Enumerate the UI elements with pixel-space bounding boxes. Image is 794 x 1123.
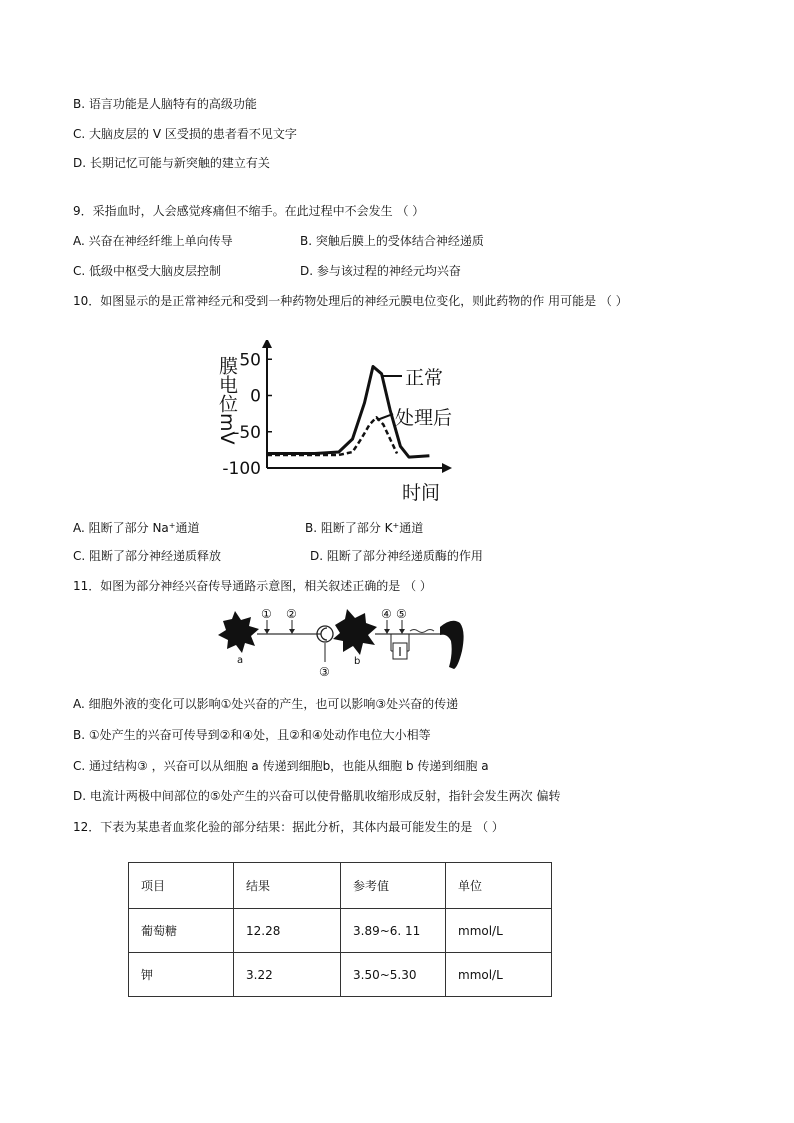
label-2: ② [286,607,297,621]
y-tick-label: -100 [222,459,261,479]
label-5: ⑤ [396,607,407,621]
q10-option-d: D. 阻断了部分神经递质酶的作用 [310,549,483,563]
q8-option-d: D. 长期记忆可能与新突触的建立有关 [73,156,270,170]
table-cell: 12.28 [234,909,341,953]
q10-option-c: C. 阻断了部分神经递质释放 [73,549,222,563]
table-header-cell: 结果 [234,863,341,909]
q10-option-a [73,518,200,536]
q10-option-a-post: 通道 [175,521,200,535]
table-cell: 3.89~6. 11 [341,909,446,953]
q8-option-b: B. 语言功能是人脑特有的高级功能 [73,97,257,111]
table-cell: 3.22 [234,953,341,997]
series-label-normal: 正常 [405,367,444,389]
q11-option-d: D. 电流计两极中间部位的⑤处产生的兴奋可以使骨骼肌收缩形成反射，指针会发生两次 偏转 [73,789,561,803]
q9-stem: 9．采指血时，人会感觉疼痛但不缩手。在此过程中不会发生 （ ） [73,204,425,218]
q10-option-b-post: 通道 [399,521,424,535]
q11-option-b: B. ①处产生的兴奋可传导到②和④处，且②和④处动作电位大小相等 [73,728,431,742]
neuron-b-body [333,609,377,655]
table-cell: mmol/L [446,953,552,997]
skeletal-muscle [440,621,464,669]
membrane-potential-chart [205,340,470,505]
q8-option-c: C. 大脑皮层的 V 区受损的患者看不见文字 [73,127,297,141]
label-4: ④ [381,607,392,621]
series-line-treated [267,417,397,455]
table-cell: 3.50~5.30 [341,953,446,997]
q10-option-b [305,518,423,536]
series-label-treated: 处理后 [395,407,453,429]
label-b: b [354,656,361,667]
q9-option-a: A. 兴奋在神经纤维上单向传导 [73,234,233,248]
q10-option-b-text: B. 阻断了部分 K [305,521,393,535]
table-header-row [129,863,552,909]
q11-option-c: C. 通过结构③ ，兴奋可以从细胞 a 传递到细胞b，也能从细胞 b 传递到细胞 a [73,759,489,773]
q10-stem: 10．如图显示的是正常神经元和受到一种药物处理后的神经元膜电位变化，则此药物的作 用可能是 （ ） [73,294,628,308]
q9-option-c: C. 低级中枢受大脑皮层控制 [73,264,222,278]
q10-option-b-sup: + [392,521,400,530]
y-tick-label: 0 [250,386,261,407]
neuron-a-body [218,611,259,653]
label-a: a [237,655,244,666]
q12-stem: 12．下表为某患者血浆化验的部分结果：据此分析，其体内最可能发生的是 （ ） [73,820,504,834]
table-row [129,909,552,953]
table-header-cell: 单位 [446,863,552,909]
table-header-cell: 参考值 [341,863,446,909]
y-tick-label: 50 [239,350,261,371]
label-1: ① [261,607,272,621]
q10-option-a-text: A. 阻断了部分 Na [73,521,169,535]
q9-option-d: D. 参与该过程的神经元均兴奋 [300,264,461,278]
q10-option-a-sup: + [168,521,176,530]
q11-stem: 11．如图为部分神经兴奋传导通路示意图，相关叙述正确的是 （ ） [73,579,432,593]
y-axis-label: 膜电位mV [216,356,238,445]
y-axis-arrow [262,340,272,348]
q9-option-b: B. 突触后膜上的受体结合神经递质 [300,234,484,248]
q11-option-a: A. 细胞外液的变化可以影响①处兴奋的产生，也可以影响③处兴奋的传递 [73,697,459,711]
table-cell: mmol/L [446,909,552,953]
table-cell: 葡萄糖 [129,909,234,953]
table-cell: 钾 [129,953,234,997]
lab-results-table [128,862,552,997]
x-axis-arrow [442,463,452,473]
nerve-pathway-diagram [215,607,470,679]
x-axis-label: 时间 [402,482,441,504]
table-row [129,953,552,997]
table-header-cell: 项目 [129,863,234,909]
y-tick-label: -50 [233,422,261,443]
label-3: ③ [319,665,330,679]
